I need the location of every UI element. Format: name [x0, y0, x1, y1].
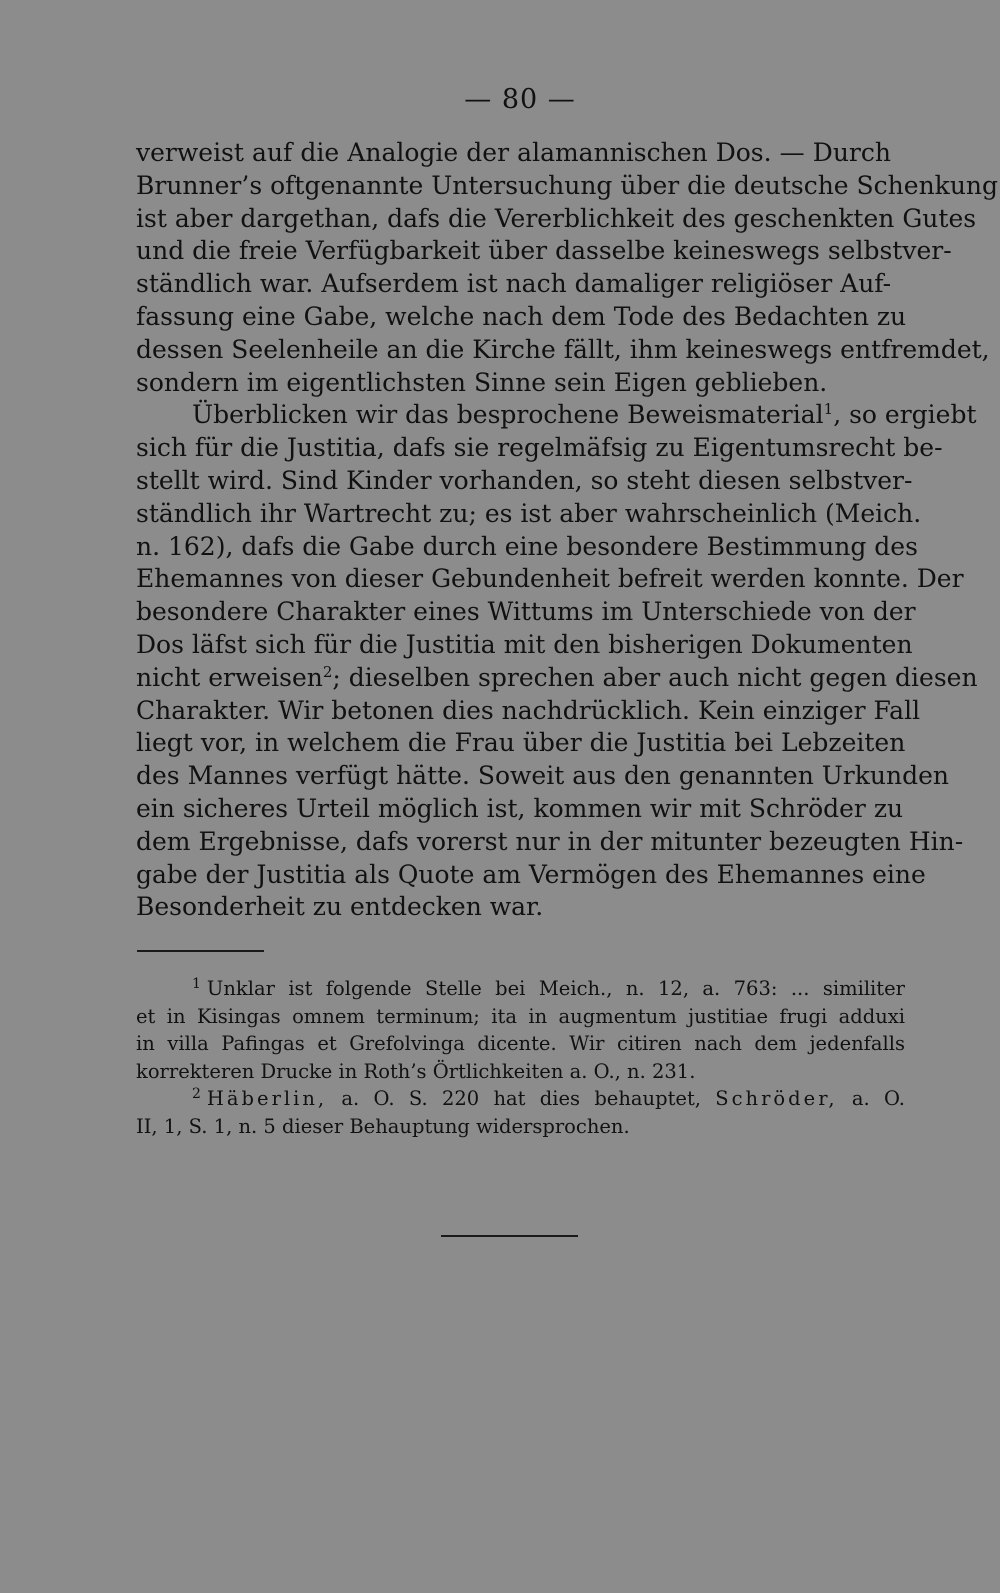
text-line: des Mannes verfügt hätte. Soweit aus den genannten Urkunden	[136, 761, 950, 791]
text-line: ist aber dargethan, dafs die Vererblichkeit des geschenkten Gutes	[136, 203, 977, 233]
text-line: Brunner’s oftgenannte Untersuchung über die deutsche Schenkung	[136, 170, 999, 200]
footnote-line: korrekteren Drucke in Roth’s Örtlichkeiten a. O., n. 231.	[136, 1059, 696, 1083]
text-fragment: Überblicken wir das besprochene Beweismaterial	[192, 400, 824, 430]
main-text	[136, 137, 999, 924]
footnote-line	[136, 1085, 905, 1113]
chapter-end-rule	[441, 1235, 578, 1237]
text-line	[136, 399, 977, 432]
text-line: liegt vor, in welchem die Frau über die Justitia bei Lebzeiten	[136, 728, 906, 758]
text-line: Ehemannes von dieser Gebundenheit befreit werden konnte. Der	[136, 564, 964, 594]
text-fragment: Unklar ist folgende Stelle bei Meich., n. 12, a. 763: ... similiter	[206, 977, 905, 1000]
text-fragment: a. O. S. 220 hat dies behauptet,	[327, 1087, 716, 1111]
footnote-divider	[137, 950, 264, 952]
author-name: Häberlin,	[206, 1087, 328, 1111]
text-line: Charakter. Wir betonen dies nachdrücklich. Kein einziger Fall	[136, 695, 921, 725]
footnote-line: in villa Pafingas et Grefolvinga dicente. Wir citiren nach dem jedenfalls	[136, 1032, 905, 1056]
footnote-1	[136, 975, 905, 1085]
paragraph-1	[136, 137, 999, 399]
footnote-line: II, 1, S. 1, n. 5 dieser Behauptung widersprochen.	[136, 1114, 630, 1138]
text-line: dessen Seelenheile an die Kirche fällt, ihm keineswegs entfremdet,	[136, 334, 990, 364]
text-line: gabe der Justitia als Quote am Vermögen des Ehemannes eine	[136, 859, 926, 889]
text-line: verweist auf die Analogie der alamannischen Dos. — Durch	[136, 138, 891, 167]
footnote-marker: 2	[322, 662, 333, 681]
text-line: Dos läfst sich für die Justitia mit den bisherigen Dokumenten	[136, 629, 913, 659]
text-line: ständlich ihr Wartrecht zu; es ist aber wahrscheinlich (Meich.	[136, 498, 922, 528]
text-line: sich für die Justitia, dafs sie regelmäfsig zu Eigentumsrecht be-	[136, 433, 943, 463]
text-line: Besonderheit zu entdecken war.	[136, 892, 544, 922]
text-line: und die freie Verfügbarkeit über dasselbe keineswegs selbstver-	[136, 236, 952, 266]
author-name: Schröder,	[715, 1087, 838, 1111]
text-line: fassung eine Gabe, welche nach dem Tode des Bedachten zu	[136, 301, 907, 331]
footnote-line	[136, 975, 905, 1003]
text-line: sondern im eigentlichsten Sinne sein Eigen geblieben.	[136, 367, 828, 397]
paragraph-2	[136, 399, 978, 924]
text-line: ein sicheres Urteil möglich ist, kommen wir mit Schröder zu	[136, 793, 904, 823]
footnotes	[136, 975, 905, 1141]
footnote-2	[136, 1085, 905, 1140]
footnote-number: 1	[192, 976, 201, 992]
text-line: dem Ergebnisse, dafs vorerst nur in der mitunter bezeugten Hin-	[136, 826, 964, 856]
footnote-number: 2	[192, 1086, 201, 1103]
text-fragment: ; dieselben sprechen aber auch nicht gegen diesen	[332, 662, 978, 692]
page-number: — 80 —	[464, 84, 576, 115]
text-fragment: nicht erweisen	[136, 662, 323, 692]
text-line	[136, 662, 978, 695]
text-fragment: a. O.	[837, 1087, 906, 1111]
footnote-marker: 1	[823, 400, 834, 419]
text-line: besondere Charakter eines Wittums im Unterschiede von der	[136, 597, 916, 627]
text-line: n. 162), dafs die Gabe durch eine besondere Bestimmung des	[136, 531, 918, 561]
text-line: stellt wird. Sind Kinder vorhanden, so steht diesen selbstver-	[136, 465, 913, 495]
footnote-line: et in Kisingas omnem terminum; ita in augmentum justitiae frugi adduxi	[136, 1004, 905, 1028]
text-fragment: , so ergiebt	[833, 400, 977, 430]
text-line: ständlich war. Aufserdem ist nach damaliger religiöser Auf-	[136, 269, 892, 299]
